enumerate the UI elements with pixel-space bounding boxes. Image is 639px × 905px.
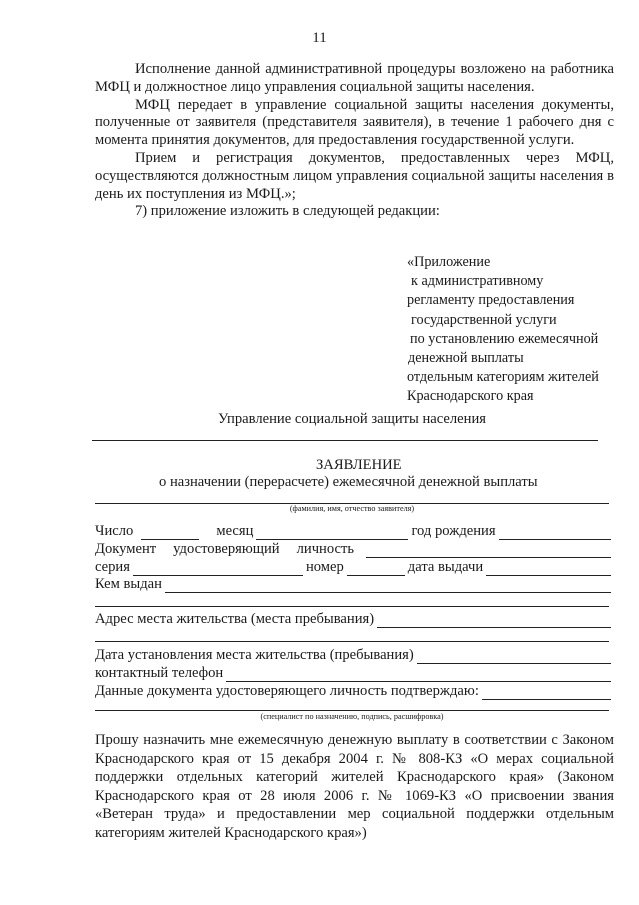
form-subtitle: о назначении (перерасчете) ежемесячной денежной выплаты <box>159 474 538 490</box>
row-document <box>95 538 614 558</box>
top-text <box>95 61 614 221</box>
page-number: 11 <box>312 30 327 46</box>
address-blank <box>377 613 611 628</box>
label-certifying: удостоверяющий <box>173 541 280 557</box>
appendix-line: денежной выплаты <box>408 350 524 367</box>
specialist-line <box>95 710 609 711</box>
confirm-blank <box>482 685 611 700</box>
issued-by-blank <box>165 578 611 593</box>
address-line2 <box>95 641 609 642</box>
hint-specialist: (специалист по назначению, подпись, расшифровка) <box>260 712 444 721</box>
label-document: Документ <box>95 541 157 557</box>
hint-name: (фамилия, имя, отчество заявителя) <box>289 504 415 513</box>
office-line <box>92 440 598 441</box>
paragraph-registration: Прием и регистрация документов, предоставленных через МФЦ, осуществляются должностным лицом управления социальной защиты населения в день их поступления из МФЦ.»; <box>95 149 614 202</box>
label-phone: контактный телефон <box>95 665 224 681</box>
paragraph-transfer: МФЦ передает в управление социальной защиты населения документы, полученные от заявителя (представителя заявителя), в течение 1 рабочего дня с момента принятия документов, для предоставления государственной услуги. <box>95 96 614 149</box>
appendix-line: к административному <box>411 273 544 290</box>
label-issued-by: Кем выдан <box>95 576 162 592</box>
issued-by-line2 <box>95 606 609 607</box>
request-text: Прошу назначить мне ежемесячную денежную выплату в соответствии с Законом Краснодарского края от 15 декабря 2004 г. № 808-КЗ «О мерах социальной поддержки отдельных категорий жителей Краснодарского края» (Законом Краснодарского края от 28 июля 2006 г. № 1069-КЗ «О присвоении звания «Ветеран труда» и предоставлении мер социальной поддержки отдельным категориям жителей Краснодарского края») <box>95 732 614 841</box>
paragraph-execution: Исполнение данной административной процедуры возложено на работника МФЦ и должностное лицо управления социальной защиты населения. <box>95 61 614 95</box>
label-series: серия <box>95 559 130 575</box>
office-title: Управление социальной защиты населения <box>218 411 486 427</box>
row-birth <box>95 520 614 540</box>
form-title: ЗАЯВЛЕНИЕ <box>316 457 402 473</box>
label-address: Адрес места жительства (места пребывания) <box>95 611 375 627</box>
row-issued-by <box>95 573 614 593</box>
label-day: Число <box>95 523 134 539</box>
label-month: месяц <box>216 523 254 539</box>
appendix-header <box>407 253 599 407</box>
appendix-line: «Приложение <box>407 254 491 270</box>
row-phone <box>95 662 614 682</box>
appendix-line: государственной услуги <box>411 311 557 328</box>
appendix-line: отдельным категориям жителей <box>407 369 599 386</box>
row-residence-date <box>95 644 614 664</box>
label-residence-date: Дата установления места жительства (пребывания) <box>95 647 414 663</box>
label-number: номер <box>305 559 344 575</box>
appendix-line: по установлению ежемесячной <box>410 330 599 347</box>
row-address <box>95 608 614 628</box>
row-confirm <box>95 680 614 700</box>
label-issue-date: дата выдачи <box>407 559 484 575</box>
paragraph-amendment: 7) приложение изложить в следующей редакции: <box>135 203 440 220</box>
label-confirm: Данные документа удостоверяющего личность подтверждаю: <box>95 683 479 699</box>
label-birth-year: год рождения <box>411 523 496 539</box>
appendix-line: Краснодарского края <box>407 388 534 405</box>
label-identity: личность <box>296 541 355 557</box>
appendix-line: регламенту предоставления <box>407 292 575 309</box>
